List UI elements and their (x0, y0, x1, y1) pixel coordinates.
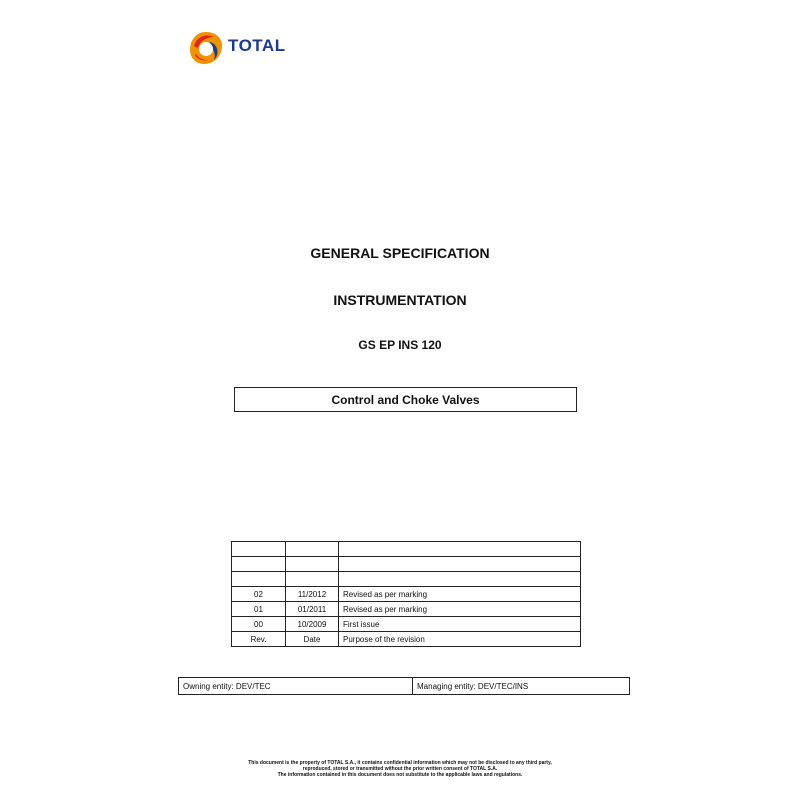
owning-entity: Owning entity: DEV/TEC (179, 678, 413, 695)
confidentiality-notice (0, 760, 800, 778)
document-title: Control and Choke Valves (331, 392, 480, 407)
date-cell (286, 572, 339, 587)
table-row (179, 678, 630, 695)
revision-cell (232, 542, 286, 557)
revision-cell: 00 (232, 617, 286, 632)
revision-table (231, 541, 581, 647)
revision-header: Rev. (232, 632, 286, 647)
purpose-header: Purpose of the revision (339, 632, 581, 647)
date-cell (286, 542, 339, 557)
date-cell: 01/2011 (286, 602, 339, 617)
table-row (232, 617, 581, 632)
purpose-cell (339, 542, 581, 557)
date-cell: 11/2012 (286, 587, 339, 602)
document-category: GENERAL SPECIFICATION (310, 245, 490, 261)
table-row (232, 572, 581, 587)
footer-line-3: The information contained in this document does not substitute to the applicable laws and regulations. (277, 772, 523, 778)
managing-entity: Managing entity: DEV/TEC/INS (413, 678, 630, 695)
date-header: Date (286, 632, 339, 647)
revision-cell (232, 572, 286, 587)
total-logo (186, 28, 306, 68)
document-reference: GS EP INS 120 (358, 338, 442, 352)
table-row (232, 557, 581, 572)
revision-cell: 02 (232, 587, 286, 602)
purpose-cell: Revised as per marking (339, 587, 581, 602)
total-logo-icon (186, 28, 226, 68)
table-row (232, 587, 581, 602)
entity-table (178, 677, 630, 695)
date-cell (286, 557, 339, 572)
purpose-cell: First issue (339, 617, 581, 632)
table-row (232, 542, 581, 557)
document-title-box (234, 387, 577, 412)
purpose-cell: Revised as per marking (339, 602, 581, 617)
table-header-row (232, 632, 581, 647)
footer-line-1: This document is the property of TOTAL S.A., it contains confidential information which may not be disclosed to any third party, (248, 760, 552, 766)
purpose-cell (339, 572, 581, 587)
brand-name: TOTAL (228, 36, 286, 55)
document-discipline: INSTRUMENTATION (333, 292, 467, 308)
revision-cell: 01 (232, 602, 286, 617)
table-row (232, 602, 581, 617)
purpose-cell (339, 557, 581, 572)
date-cell: 10/2009 (286, 617, 339, 632)
revision-cell (232, 557, 286, 572)
footer-line-2: reproduced, stored or transmitted without the prior written consent of TOTAL S.A. (302, 766, 498, 772)
